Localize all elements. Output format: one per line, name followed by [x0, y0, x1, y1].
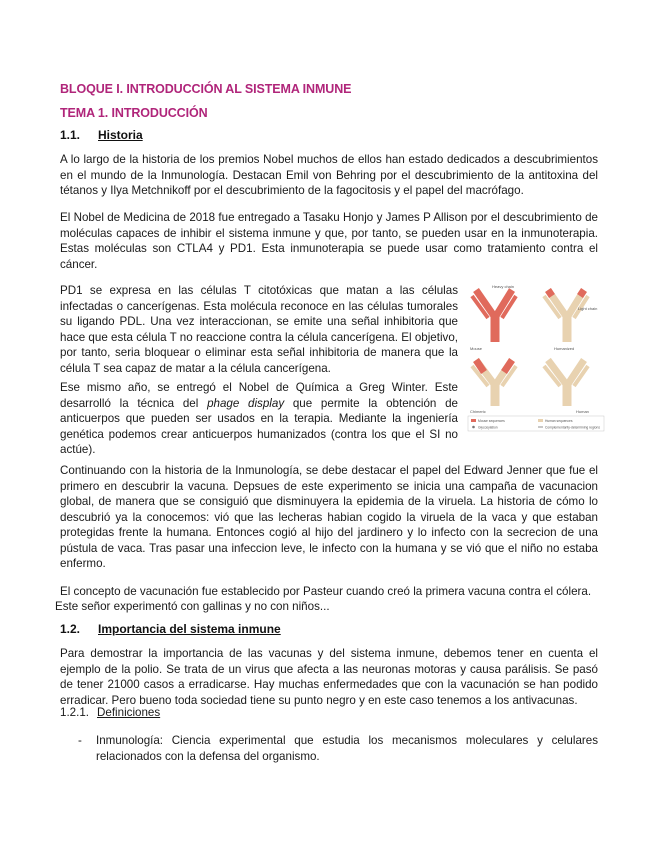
- subsection-heading-definiciones: [60, 706, 160, 719]
- section-heading-importancia: [60, 622, 281, 636]
- subsection-number: 1.2.1.: [60, 706, 90, 719]
- topic-heading: TEMA 1. INTRODUCCIÓN: [60, 106, 208, 120]
- antibody-figure: [466, 280, 606, 432]
- legend-mouse: Mouse sequences: [478, 419, 505, 423]
- paragraph-nobel-2018: El Nobel de Medicina de 2018 fue entregado a Tasaku Honjo y James P Allison por el descubrimiento de moléculas capaces de inhibir el sistema inmune y que, por tanto, se pueden usar en la inmunoterapia. Estas moléculas son CTLA4 y PD1. Esta inmunoterapia se puede usar como tratamiento contra el cáncer.: [60, 211, 598, 271]
- list-item-text: Inmunología: Ciencia experimental que estudia los mecanismos moleculares y celulares relacionados con la defensa del organismo.: [96, 734, 598, 763]
- label-mouse: Mouse: [470, 346, 483, 351]
- section-title: Historia: [98, 128, 143, 142]
- section-number: 1.2.: [60, 622, 81, 636]
- section-title: Importancia del sistema inmune: [98, 622, 281, 636]
- paragraph-polio: Para demostrar la importancia de las vacunas y del sistema inmune, debemos tener en cuenta el ejemplo de la polio. Se trata de un virus que afecta a las neuronas motoras y causa parálisis. Se pasó de tener 21000 casos a erradicarse. Hay muchas enfermedades que con la vacunación se han podido erradicar. Pero bueno toda sociedad tiene su punto negro y en este caso tenemos a los antivacunas.: [60, 647, 598, 707]
- subsection-title: Definiciones: [97, 706, 161, 719]
- label-humanized: Humanized: [554, 346, 575, 351]
- paragraph-pasteur: El concepto de vacunación fue establecido por Pasteur cuando creó la primera vacuna contra el cólera.: [60, 585, 592, 598]
- legend-glycosylation: Glycosylation: [478, 425, 498, 430]
- paragraph-nobel-history: A lo largo de la historia de los premios Nobel muchos de ellos han estado dedicados a descubrimientos en el mundo de la Inmunología. Destacan Emil von Behring por el descubrimiento de la antitoxina del tétanos y Ilya Metchnikoff por el descubrimiento de la fagocitosis y el papel del macrófago.: [60, 153, 598, 197]
- section-number: 1.1.: [60, 128, 81, 142]
- light-chain-label: Light chain: [578, 306, 598, 311]
- legend-cdr: Complementarity-determining regions: [545, 425, 600, 430]
- list-item: [78, 733, 598, 764]
- phage-display-term: phage display: [207, 396, 285, 410]
- paragraph-phage-display: [60, 380, 458, 458]
- paragraph-jenner: Continuando con la historia de la Inmunología, se debe destacar el papel del Edward Jenner que fue el primero en descubrir la vacuna. Depsues de este experimento se inicia una campaña de vacunacion global, de manera que se consiguió que disminuyera la epidemia de la viruela. La historia de cómo lo descubrió ya la conocemos: vió que las lecheras habian cogido la viruela de la vaca y que estaban protegidas frente la humana. Entonces cogió al hijo del jardinero y lo infecto con la secrecion de una pústula de vaca. Tras pasar una infeccion leve, le infecto con la humana y se vió que el niño no estaba enfermo.: [60, 464, 598, 570]
- heavy-chain-label: Heavy chain: [492, 284, 515, 289]
- legend-human: Human sequences: [545, 419, 573, 423]
- label-human: Human: [576, 409, 589, 414]
- label-chimeric: Chimeric: [470, 409, 486, 414]
- paragraph-phage-display-part1: Ese mismo año, se entregó el Nobel de Química a Greg Winter. Este desarrolló la técnica del: [60, 381, 458, 410]
- paragraph-pasteur-note: Este señor experimentó con gallinas y no con niños...: [55, 600, 330, 613]
- paragraph-pd1: PD1 se expresa en las células T citotóxicas que matan a las células infectadas o cancerígenas. Esta molécula reconoce en las células tumorales su ligando PDL. Una vez interaccionan, se emite una señal inhibitoria que hace que esta célula T no reaccione contra la célula cancerígena. El objetivo, por tanto, seria bloquear o eliminar esta señal inhibitoria de manera que la célula T sea capaz de matar a la célula cancerígena.: [60, 284, 458, 375]
- block-heading: BLOQUE I. INTRODUCCIÓN AL SISTEMA INMUNE: [60, 82, 352, 96]
- section-heading-historia: [60, 128, 143, 142]
- paragraph-phage-display-part2: que permite la obtención de anticuerpos que pueden ser usados en la terapia. Mediante la ingeniería genética podemos crear anticuerpos humanizados (contra los que el SI no actúe).: [60, 396, 458, 456]
- list-bullet: -: [78, 734, 82, 747]
